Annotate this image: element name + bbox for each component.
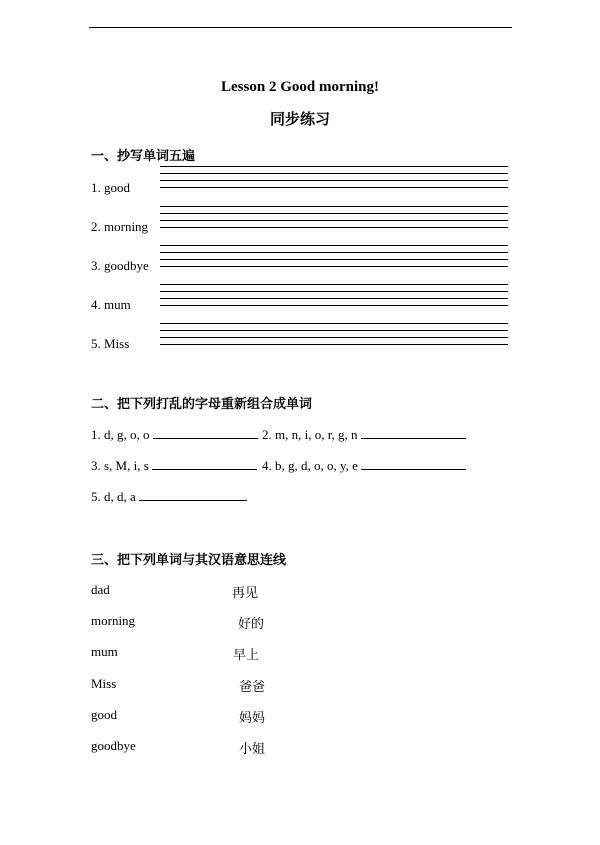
- scramble-item-1: [91, 426, 258, 443]
- writing-lines-3: [160, 245, 508, 273]
- copy-word-3: 3. goodbye: [91, 258, 149, 273]
- copy-word-4: 4. mum: [91, 297, 131, 312]
- match-chinese-5: 妈妈: [239, 711, 266, 726]
- writing-lines-2: [160, 206, 508, 234]
- scramble-item-5: [91, 488, 247, 505]
- scramble-letters-5: 5. d, d, a: [91, 489, 136, 504]
- answer-blank-1[interactable]: [153, 426, 258, 439]
- match-english-6: goodbye: [91, 738, 136, 753]
- scramble-letters-2: 2. m, n, i, o, r, g, n: [262, 427, 358, 442]
- section2-heading: 二、把下列打乱的字母重新组合成单词: [91, 397, 313, 412]
- lesson-title: Lesson 2 Good morning!: [221, 79, 379, 95]
- match-english-4: Miss: [91, 676, 117, 691]
- lesson-subtitle: 同步练习: [269, 110, 330, 128]
- scramble-item-3: [91, 457, 257, 474]
- copy-word-2: 2. morning: [91, 219, 149, 234]
- match-chinese-1: 再见: [232, 586, 259, 601]
- match-chinese-3: 早上: [233, 648, 260, 663]
- answer-blank-3[interactable]: [152, 457, 257, 470]
- match-chinese-4: 爸爸: [239, 680, 266, 695]
- answer-blank-4[interactable]: [361, 457, 466, 470]
- match-english-3: mum: [91, 644, 118, 659]
- copy-word-5: 5. Miss: [91, 336, 130, 351]
- scramble-item-2: [262, 426, 466, 443]
- answer-blank-2[interactable]: [361, 426, 466, 439]
- match-english-1: dad: [91, 582, 110, 597]
- scramble-letters-3: 3. s, M, i, s: [91, 458, 149, 473]
- writing-lines-1: [160, 166, 508, 194]
- match-english-2: morning: [91, 613, 136, 628]
- copy-word-1: 1. good: [91, 180, 130, 195]
- answer-blank-5[interactable]: [139, 488, 247, 501]
- scramble-letters-1: 1. d, g, o, o: [91, 427, 150, 442]
- scramble-item-4: [262, 457, 466, 474]
- writing-lines-5: [160, 323, 508, 351]
- top-rule: [89, 27, 512, 28]
- match-chinese-2: 好的: [238, 617, 265, 632]
- scramble-letters-4: 4. b, g, d, o, o, y, e: [262, 458, 358, 473]
- writing-lines-4: [160, 284, 508, 312]
- section1-heading: 一、抄写单词五遍: [91, 149, 196, 164]
- match-english-5: good: [91, 707, 117, 722]
- match-chinese-6: 小姐: [239, 742, 266, 757]
- section3-heading: 三、把下列单词与其汉语意思连线: [91, 553, 287, 568]
